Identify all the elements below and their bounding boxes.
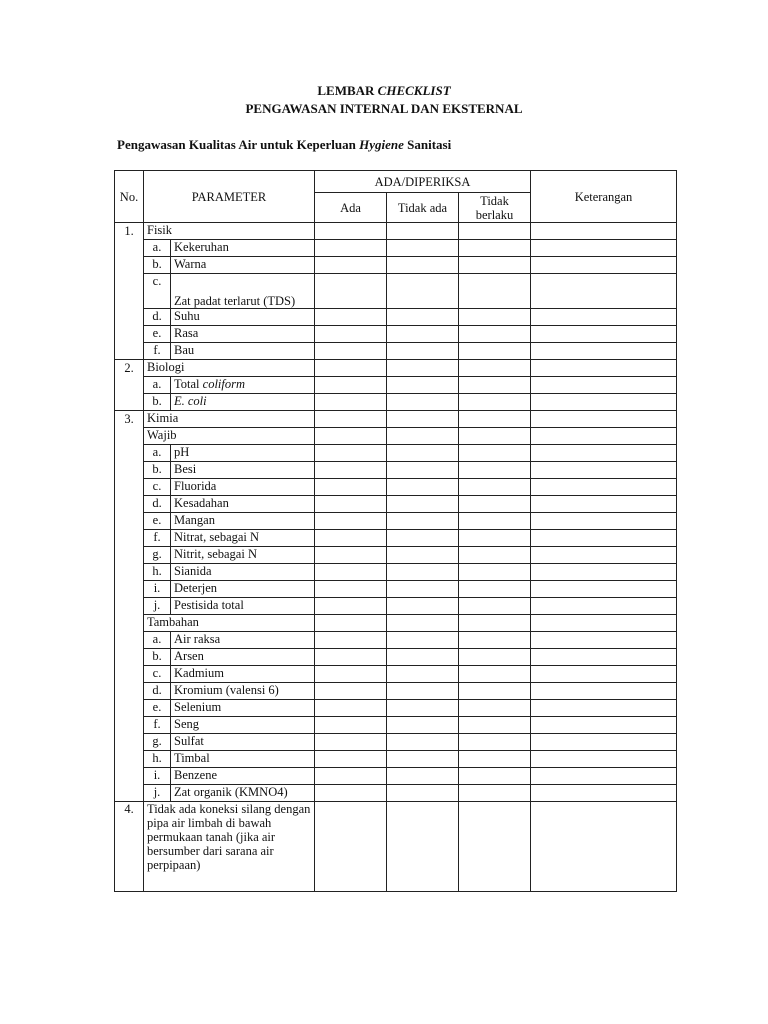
item-letter: f. bbox=[144, 530, 171, 547]
item-letter: h. bbox=[144, 751, 171, 768]
cell-ada[interactable] bbox=[315, 223, 387, 240]
row-no: 1. bbox=[115, 223, 144, 240]
checklist-table bbox=[114, 170, 677, 892]
row-no: 2. bbox=[115, 360, 144, 377]
item-letter: i. bbox=[144, 768, 171, 785]
col-header-no: No. bbox=[115, 171, 144, 223]
item-label: Arsen bbox=[171, 649, 315, 666]
col-header-ada-diperiksa: ADA/DIPERIKSA bbox=[315, 171, 531, 193]
item-letter: h. bbox=[144, 564, 171, 581]
row-no: 4. bbox=[115, 802, 144, 892]
item-label: E. coli bbox=[171, 394, 315, 411]
item-letter: a. bbox=[144, 240, 171, 257]
item-letter: d. bbox=[144, 683, 171, 700]
item-label: Pestisida total bbox=[171, 598, 315, 615]
item-letter: b. bbox=[144, 649, 171, 666]
item-label: Total coliform bbox=[171, 377, 315, 394]
item-letter: c. bbox=[144, 479, 171, 496]
item-label: Nitrit, sebagai N bbox=[171, 547, 315, 564]
cell-tidak-ada[interactable] bbox=[387, 223, 459, 240]
item-label: Deterjen bbox=[171, 581, 315, 598]
item-label: Zat padat terlarut (TDS) bbox=[171, 274, 315, 309]
row-no: 3. bbox=[115, 411, 144, 428]
item-label: Kromium (valensi 6) bbox=[171, 683, 315, 700]
item-label: Kekeruhan bbox=[171, 240, 315, 257]
item-label: Sulfat bbox=[171, 734, 315, 751]
item-label: Seng bbox=[171, 717, 315, 734]
item-letter: f. bbox=[144, 717, 171, 734]
col-header-tidak-berlaku: Tidak berlaku bbox=[459, 193, 531, 223]
item-label: Air raksa bbox=[171, 632, 315, 649]
item-letter: b. bbox=[144, 462, 171, 479]
item-label: Besi bbox=[171, 462, 315, 479]
item-label: Sianida bbox=[171, 564, 315, 581]
section-label: Tidak ada koneksi silang dengan pipa air limbah di bawah permukaan tanah (jika air bersumber dari sarana air perpipaan) bbox=[144, 802, 315, 892]
document-subtitle: Pengawasan Kualitas Air untuk Keperluan Hygiene Sanitasi bbox=[117, 137, 452, 152]
item-label: Selenium bbox=[171, 700, 315, 717]
document-title: LEMBAR CHECKLIST bbox=[317, 83, 451, 98]
cell-keterangan[interactable] bbox=[531, 223, 677, 240]
item-letter: g. bbox=[144, 547, 171, 564]
item-letter: d. bbox=[144, 496, 171, 513]
item-label: Benzene bbox=[171, 768, 315, 785]
item-label: Zat organik (KMNO4) bbox=[171, 785, 315, 802]
item-label: pH bbox=[171, 445, 315, 462]
subsection-label: Wajib bbox=[144, 428, 315, 445]
col-header-ada: Ada bbox=[315, 193, 387, 223]
item-letter: e. bbox=[144, 700, 171, 717]
item-label: Kesadahan bbox=[171, 496, 315, 513]
col-header-parameter: PARAMETER bbox=[144, 171, 315, 223]
item-letter: i. bbox=[144, 581, 171, 598]
item-letter: d. bbox=[144, 309, 171, 326]
item-letter: b. bbox=[144, 394, 171, 411]
item-letter: a. bbox=[144, 445, 171, 462]
item-label: Nitrat, sebagai N bbox=[171, 530, 315, 547]
item-letter: c. bbox=[144, 666, 171, 683]
item-letter: g. bbox=[144, 734, 171, 751]
section-label: Kimia bbox=[144, 411, 315, 428]
item-label: Fluorida bbox=[171, 479, 315, 496]
section-label: Biologi bbox=[144, 360, 315, 377]
document-title-line2: PENGAWASAN INTERNAL DAN EKSTERNAL bbox=[245, 101, 523, 116]
item-label: Bau bbox=[171, 343, 315, 360]
item-letter: a. bbox=[144, 632, 171, 649]
item-letter: j. bbox=[144, 598, 171, 615]
item-label: Suhu bbox=[171, 309, 315, 326]
item-label: Warna bbox=[171, 257, 315, 274]
item-label: Kadmium bbox=[171, 666, 315, 683]
subsection-label: Tambahan bbox=[144, 615, 315, 632]
item-letter: c. bbox=[144, 274, 171, 309]
item-letter: e. bbox=[144, 513, 171, 530]
col-header-keterangan: Keterangan bbox=[531, 171, 677, 223]
item-letter: b. bbox=[144, 257, 171, 274]
item-label: Mangan bbox=[171, 513, 315, 530]
item-letter: e. bbox=[144, 326, 171, 343]
item-letter: j. bbox=[144, 785, 171, 802]
section-label: Fisik bbox=[144, 223, 315, 240]
item-letter: f. bbox=[144, 343, 171, 360]
item-letter: a. bbox=[144, 377, 171, 394]
cell-tidak-berlaku[interactable] bbox=[459, 223, 531, 240]
col-header-tidak-ada: Tidak ada bbox=[387, 193, 459, 223]
item-label: Rasa bbox=[171, 326, 315, 343]
item-label: Timbal bbox=[171, 751, 315, 768]
